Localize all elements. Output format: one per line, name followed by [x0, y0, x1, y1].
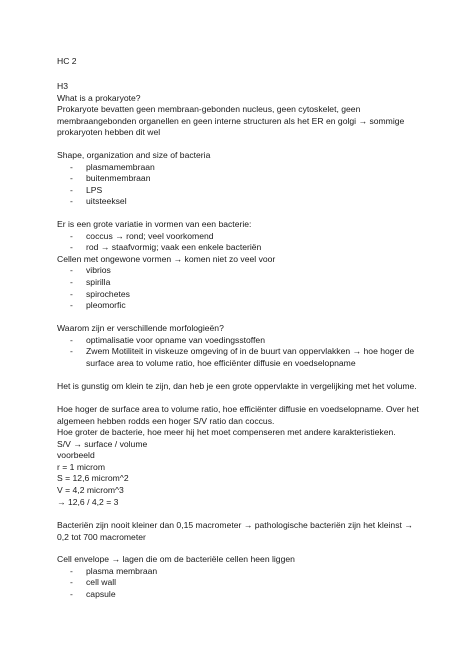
list-item: - cell wall [70, 577, 117, 587]
list-item: - plasma membraan [70, 566, 158, 576]
list-item: - spirilla [70, 277, 111, 287]
sv-definition: S/V → surface / volume [57, 439, 148, 449]
list-item: - LPS [70, 185, 103, 195]
section-title-envelope: Cell envelope → lagen die om de bacteriële cellen heen liggen [57, 554, 295, 564]
list-item: - rod → staafvormig; vaak een enkele bacteriën [70, 242, 262, 252]
list-item: - buitenmembraan [70, 173, 151, 183]
example-label: voorbeeld [57, 450, 95, 460]
list-item: - coccus → rond; veel voorkomend [70, 231, 214, 241]
section-title-morphology: Waarom zijn er verschillende morfologieën? [57, 323, 224, 333]
chapter-label: H3 [57, 81, 68, 91]
example-radius: r = 1 microm [57, 462, 105, 472]
paragraph-prokaryote: Prokaryote bevatten geen membraan-gebonden nucleus, geen cytoskelet, geen membraangebonden organellen en geen interne structuren als het ER en golgi → sommige prokaryoten hebben dit wel [57, 104, 405, 138]
paragraph-larger: Hoe groter de bacterie, hoe meer hij het moet compenseren met andere karakteristieken. [57, 427, 396, 437]
heading: HC 2 [57, 56, 77, 66]
list-item: - uitsteeksel [70, 196, 127, 206]
example-surface: S = 12,6 microm^2 [57, 473, 129, 483]
section-title-variety: Er is een grote variatie in vormen van een bacterie: [57, 219, 252, 229]
section-title-shape: Shape, organization and size of bacteria [57, 150, 211, 160]
list-item: - plasmamembraan [70, 162, 155, 172]
paragraph-small-size: Het is gunstig om klein te zijn, dan heb je een grote oppervlakte in vergelijking met het volume. [57, 381, 417, 391]
list-item: - optimalisatie voor opname van voedingsstoffen [70, 335, 265, 345]
list-item: - pleomorfic [70, 300, 126, 310]
paragraph-size: Bacteriën zijn nooit kleiner dan 0,15 macrometer → pathologische bacteriën zijn het kleinst → 0,2 tot 700 macrometer [57, 520, 413, 542]
question-prokaryote: What is a prokaryote? [57, 93, 141, 103]
example-volume: V = 4,2 microm^3 [57, 485, 124, 495]
section-title-odd-shapes: Cellen met ongewone vormen → komen niet zo veel voor [57, 254, 276, 264]
list-item: - vibrios [70, 265, 111, 275]
list-item-dash: - [70, 346, 73, 356]
list-item-text: Zwem Motiliteit in viskeuze omgeving of in de buurt van oppervlakken → hoe hoger de surface area to volume ratio, hoe efficiënter diffusie en voedselopname [86, 346, 415, 368]
example-ratio: → 12,6 / 4,2 = 3 [57, 497, 119, 507]
list-item: - spirochetes [70, 289, 130, 299]
list-item: - capsule [70, 589, 116, 599]
paragraph-ratio: Hoe hoger de surface area to volume ratio, hoe efficiënter diffusie en voedselopname. Over het algemeen hebben rodds een hoger S/V ratio dan coccus. [57, 404, 419, 426]
